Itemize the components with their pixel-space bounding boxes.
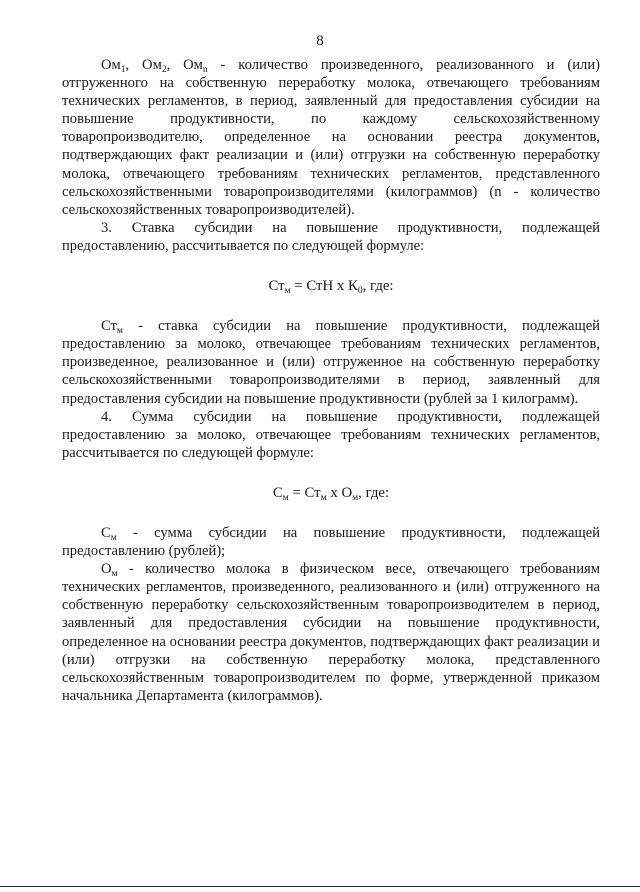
term-om-1: Ом	[101, 57, 121, 73]
formula-rate-where: , где:	[362, 278, 394, 295]
term-om-volume-subscript: м	[111, 569, 118, 580]
term-om-volume: О	[101, 561, 112, 578]
formula-rate-coefficient-subscript: 0	[357, 286, 363, 297]
term-om-n: , Ом	[166, 57, 203, 73]
formula-amount-rate: = Ст	[288, 484, 321, 501]
formula-rate-term-subscript: м	[284, 286, 291, 297]
term-sm-subscript: м	[110, 532, 117, 543]
term-om-2-subscript: 2	[161, 65, 167, 75]
formula-amount-rate-subscript: м	[320, 492, 327, 503]
term-om-n-subscript: n	[202, 65, 208, 75]
formula-amount-where: , где:	[358, 484, 390, 501]
formula-amount	[62, 484, 600, 502]
paragraph-stm-definition	[62, 317, 600, 407]
formula-rate-term: Ст	[268, 278, 285, 295]
formula-amount-volume-subscript: м	[352, 492, 359, 503]
paragraph-om-definition	[62, 56, 600, 219]
paragraph-item-4: 4. Сумма субсидии на повышение продуктивности, подлежащей предоставлению за молоко, отвечающее требованиям технических регламентов, рассчитывается по следующей формуле:	[62, 408, 600, 461]
paragraph-item-3: 3. Ставка субсидии на повышение продуктивности, подлежащей предоставлению, рассчитывается по следующей формуле:	[62, 219, 600, 254]
term-stm-subscript: м	[116, 326, 123, 337]
term-om-2: , Ом	[125, 57, 162, 73]
term-stm: Ст	[101, 318, 117, 335]
paragraph-om-volume-definition	[62, 560, 600, 705]
formula-amount-volume: х О	[326, 484, 353, 501]
document-body	[62, 56, 600, 705]
definition-text: - сумма субсидии на повышение продуктивности, подлежащей предоставлению (рублей);	[62, 524, 600, 560]
formula-amount-term: С	[272, 484, 283, 501]
term-om	[101, 57, 208, 73]
paragraph-sm-definition	[62, 524, 600, 560]
formula-rate	[62, 277, 600, 295]
term-om-1-subscript: 1	[120, 65, 126, 75]
definition-text: - ставка субсидии на повышение продуктивности, подлежащей предоставлению за молоко, отвечающее требованиям технических регламентов, произведенное, реализованное и (или) отгруженное на собственную переработку сельскохозяйственными товаропроизводителями в период, заявленный для предоставления субсидии на повышение продуктивности (рублей за 1 килограмм).	[62, 318, 600, 407]
definition-text: - количество произведенного, реализованного и (или) отгруженного на собственную переработку молока, отвечающего требованиям технических регламентов, в период, заявленный для предоставления субсидии на повышение продуктивности, по каждому сельскохозяйственному товаропроизводителю, определенное на основании реестра документов, подтверждающих факт реализации и (или) отгрузки на собственную переработку молока, отвечающего требованиям технических регламентов, представленного сельскохозяйственными товаропроизводителями (килограммов) (n - количество сельскохозяйственных товаропроизводителей).	[62, 57, 600, 218]
definition-text: - количество молока в физическом весе, отвечающего требованиям технических регламентов, произведенного, реализованного и (или) отгруженного на собственную переработку сельскохозяйственным товаропроизводителем в период, заявленный для предоставления субсидии на повышение продуктивности, определенное на основании реестра документов, подтверждающих факт реализации и (или) отгрузки на собственную переработку молока, представленного сельскохозяйственным товаропроизводителем по форме, утвержденной приказом начальника Департамента (килограммов).	[62, 561, 600, 704]
page-number: 8	[316, 33, 324, 49]
term-sm: С	[101, 524, 111, 541]
formula-amount-term-subscript: м	[282, 492, 289, 503]
bottom-rule	[0, 886, 640, 887]
formula-rate-expression: = СтН х К	[290, 278, 358, 295]
